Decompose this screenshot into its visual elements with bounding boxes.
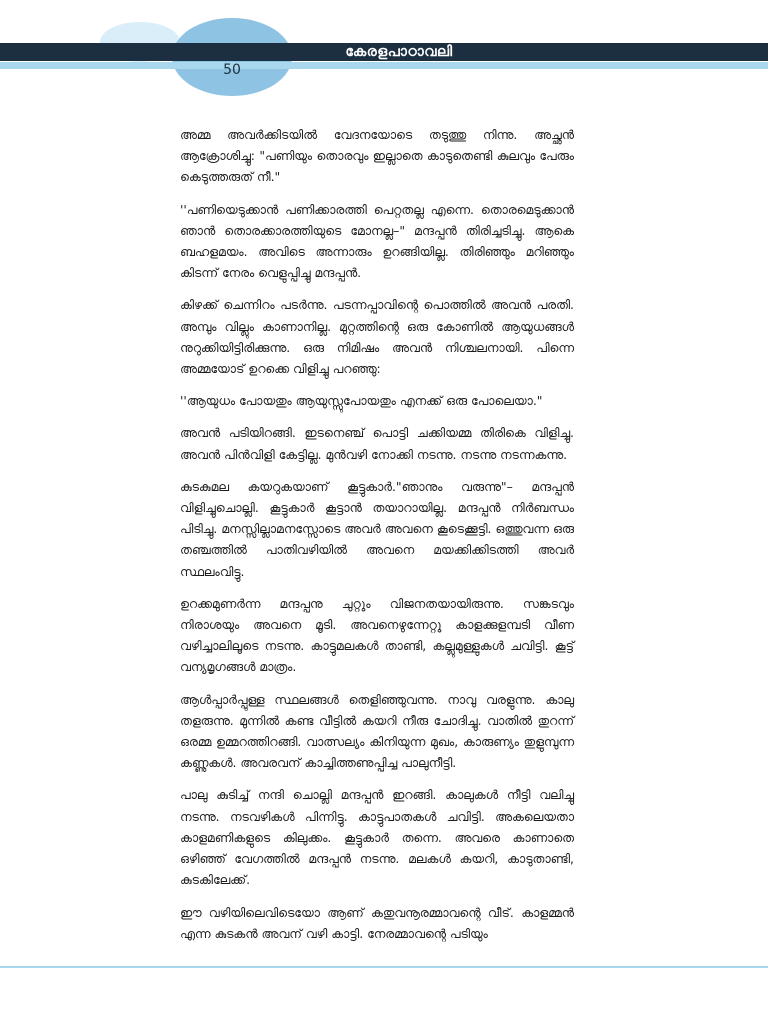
paragraph: ഉറക്കമുണർന്ന മന്ദപ്പനു ചുറ്റും വിജനതയായിരുന്നു. സങ്കടവും നിരാശയും അവനെ മൂടി. അവനെഴുന്നേറ്റു കാളക്കുളമ്പടി വീണ വഴിച്ചാലിലൂടെ നടന്നു. കാട്ടുമലകൾ താണ്ടി, കല്ലുമുള്ളുകൾ ചവിട്ടി. കൂട്ട് വന്യമൃഗങ്ങൾ മാത്രം. [180, 595, 574, 675]
footer-rule [0, 966, 768, 968]
running-title: കേരളപാഠാവലി [345, 44, 453, 60]
paragraph: കിഴക്ക് ചെന്നിറം പടർന്നു. പടന്നപ്പാവിന്റെ പൊത്തിൽ അവൻ പരതി. അമ്പും വില്ലും കാണാനില്ല. മുറ്റത്തിന്റെ ഒരു കോണിൽ ആയുധങ്ങൾ നുറുക്കിയിട്ടിരിക്കുന്നു. ഒരു നിമിഷം അവൻ നിശ്ചലനായി. പിന്നെ അമ്മയോട് ഉറക്കെ വിളിച്ചു പറഞ്ഞു: [180, 297, 574, 377]
paragraph: അമ്മ അവർക്കിടയിൽ വേദനയോടെ തടുത്തു നിന്നു. അച്ഛൻ ആക്രോശിച്ചു: "പണിയും തൊരവും ഇല്ലാതെ കാടുതെണ്ടി കുലവും പേരും കെടുത്തരുത് നീ." [180, 127, 574, 185]
paragraph: ആൾപ്പാർപ്പുള്ള സ്ഥലങ്ങൾ തെളിഞ്ഞുവന്നു. നാവു വരളുന്നു. കാലു തളരുന്നു. മുന്നിൽ കണ്ട വീട്ടിൽ കയറി നീരു ചോദിച്ചു. വാതിൽ തുറന്ന് ഒരമ്മ ഉമ്മറത്തിറങ്ങി. വാത്സല്യം കിനിയുന്ന മുഖം, കാരുണ്യം തുളുമ്പുന്ന കണ്ണുകൾ. അവരവന് കാച്ചിത്തണുപ്പിച്ച പാലുനീട്ടി. [180, 691, 574, 771]
paragraph: പാലു കുടിച്ച് നന്ദി ചൊല്ലി മന്ദപ്പൻ ഇറങ്ങി. കാലുകൾ നീട്ടി വലിച്ചു നടന്നു. നടവഴികൾ പിന്നിട്ടു. കാട്ടുപാതകൾ ചവിട്ടി. അകലെയതാ കാളമണികളുടെ കിലുക്കം. കൂട്ടുകാർ തന്നെ. അവരെ കാണാതെ ഒഴിഞ്ഞ് വേഗത്തിൽ മന്ദപ്പൻ നടന്നു. മലകൾ കയറി, കാടുതാണ്ടി, കുടകിലേക്ക്. [180, 787, 574, 888]
page-number: 50 [223, 62, 241, 78]
paragraph: അവൻ പടിയിറങ്ങി. ഇടനെഞ്ച് പൊട്ടി ചക്കിയമ്മ തിരികെ വിളിച്ചു. അവൻ പിൻവിളി കേട്ടില്ല. മുൻവഴി നോക്കി നടന്നു. നടന്നു നടന്നകന്നു. [180, 425, 574, 462]
paragraph: ''പണിയെടുക്കാൻ പണിക്കാരത്തി പെറ്റതല്ല എന്നെ. തൊരമെടുക്കാൻ ഞാൻ തൊരക്കാരത്തിയുടെ മോനല്ല–" മന്ദപ്പൻ തിരിച്ചടിച്ചു. ആകെ ബഹളമയം. അവിടെ അന്നാരും ഉറങ്ങിയില്ല. തിരിഞ്ഞും മറിഞ്ഞും കിടന്ന് നേരം വെളുപ്പിച്ചു മന്ദപ്പൻ. [180, 201, 574, 281]
body-text [180, 124, 574, 955]
header-rule [0, 62, 768, 69]
paragraph: ''ആയുധം പോയതും ആയുസ്സുപോയതും എനക്ക് ഒരു പോലെയാ." [180, 393, 543, 409]
paragraph: ഈ വഴിയിലെവിടെയോ ആണ് കതുവനൂരമ്മാവന്റെ വീട്. കാളമ്മൻ എന്ന കുടകൻ അവന് വഴി കാട്ടി. നേരമ്മാവന്റെ പടിയും [180, 904, 574, 941]
paragraph: കുടകുമല കയറുകയാണ് കൂട്ടുകാർ."ഞാനും വരുന്നു"– മന്ദപ്പൻ വിളിച്ചുചൊല്ലി. കൂട്ടുകാർ കൂട്ടാൻ തയാറായില്ല. മന്ദപ്പൻ നിർബന്ധം പിടിച്ചു. മനസ്സില്ലാമനസ്സോടെ അവർ അവനെ കൂടെക്കൂട്ടി. ഒത്തുവന്ന ഒരു തഞ്ചത്തിൽ പാതിവഴിയിൽ അവനെ മയക്കിക്കിടത്തി അവർ സ്ഥലംവിട്ടു. [180, 478, 574, 579]
